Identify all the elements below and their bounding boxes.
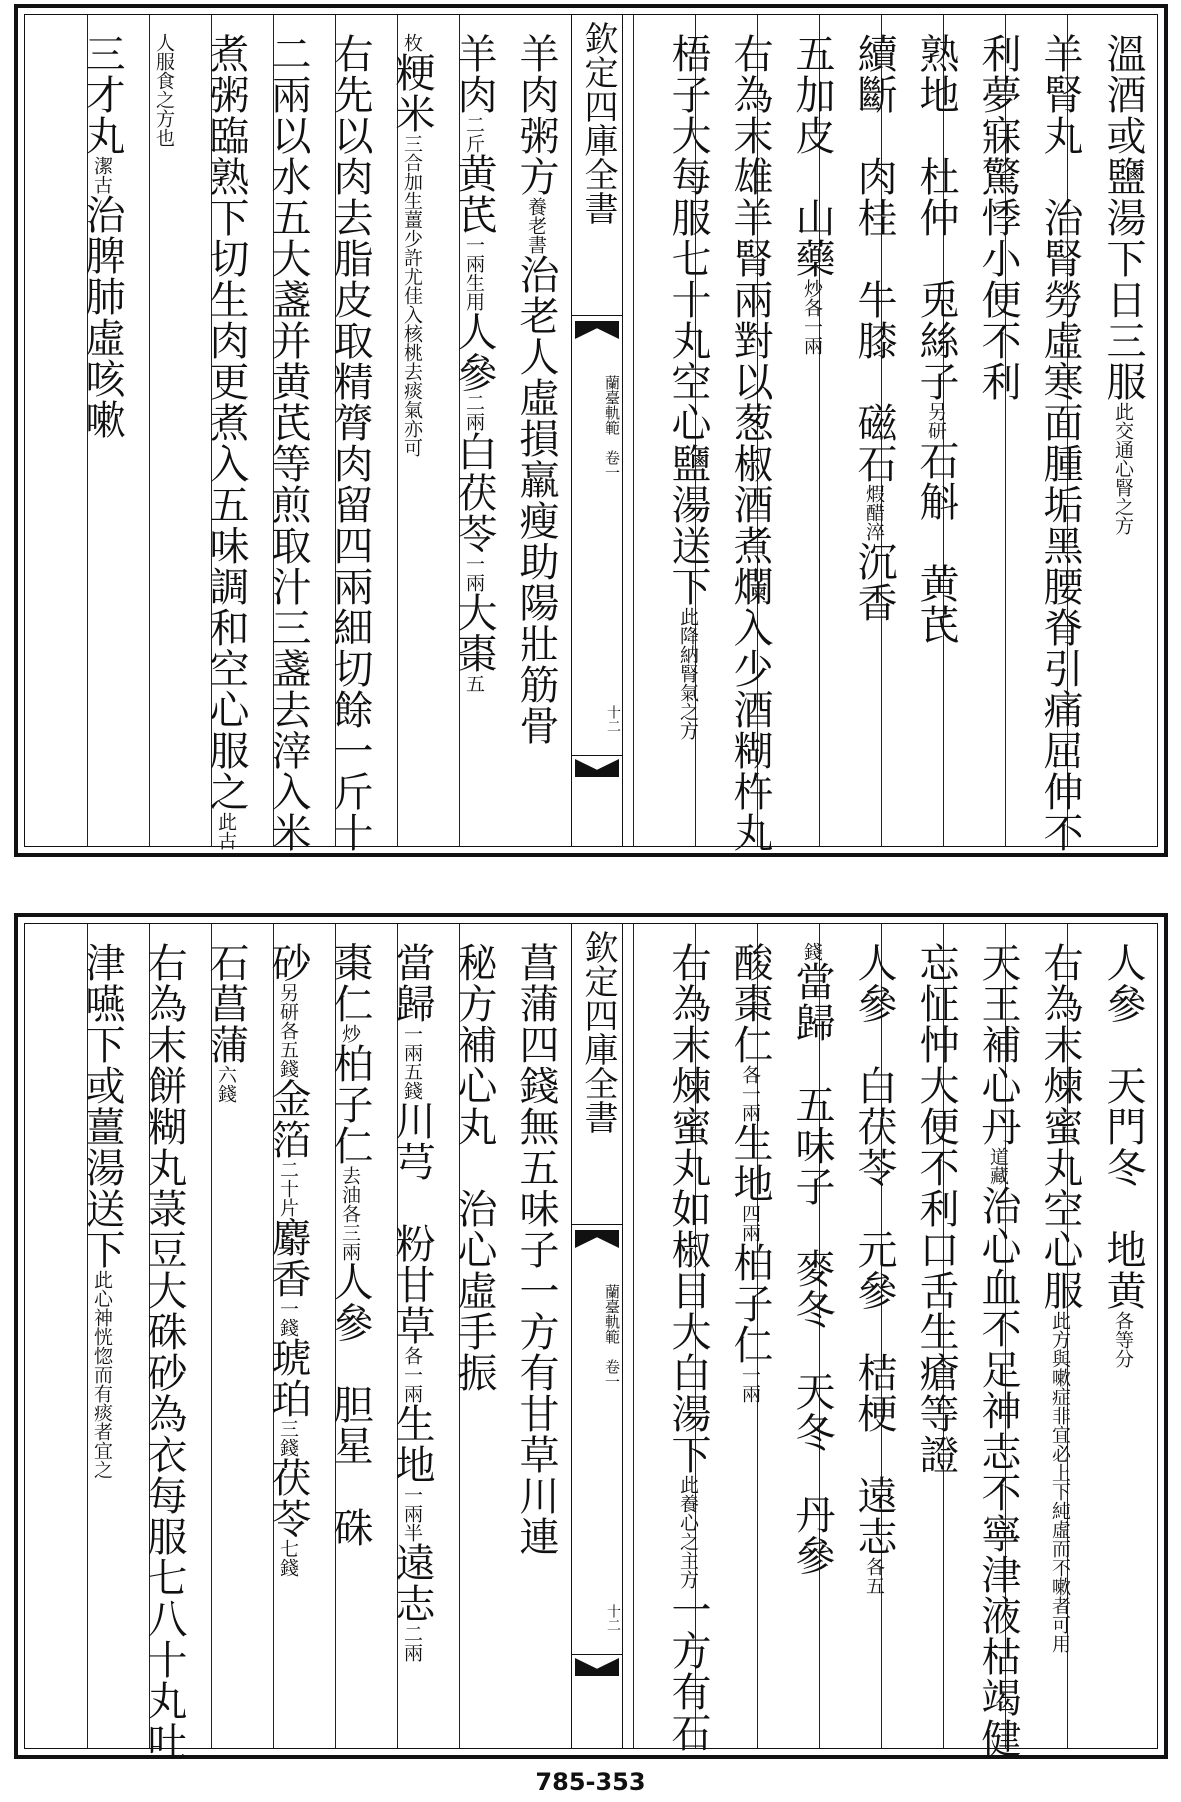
folio-number: 十二 bbox=[605, 1604, 621, 1632]
text-column: 人服食之方也 bbox=[153, 33, 175, 147]
text-column: 棗仁炒柏子仁去油各三兩人參 胆星 硃 bbox=[327, 942, 373, 1548]
book-page-number: 785-353 bbox=[535, 1768, 646, 1796]
column-rule bbox=[633, 924, 634, 1748]
text-column: 津嚥下或薑湯送下此心神恍惚而有痰者宜之 bbox=[79, 942, 125, 1479]
fish-tail-mark bbox=[575, 1658, 619, 1676]
center-fold-strip bbox=[571, 924, 623, 1748]
text-column: 人參 白茯苓 元參 桔梗 遠志各五 bbox=[851, 942, 897, 1595]
bottom-page-frame bbox=[14, 913, 1168, 1762]
text-column: 熟地 杜仲 兎絲子另研石斛 黄芪 bbox=[913, 33, 959, 645]
fold-bar bbox=[572, 1654, 622, 1655]
fold-bar bbox=[572, 1224, 622, 1225]
text-column: 二兩以水五大盞并黄芪等煎取汁三盞去滓入米 bbox=[265, 33, 311, 853]
text-column: 三才丸潔古治脾肺虛咳嗽 bbox=[79, 33, 125, 440]
text-column: 秘方補心丸 治心虛手振 bbox=[451, 942, 497, 1393]
text-column: 菖蒲四錢無五味子一方有甘草川連 bbox=[513, 942, 559, 1557]
text-column: 天王補心丹道藏治心血不足神志不寧津液枯竭健 bbox=[975, 942, 1021, 1759]
text-column: 羊肉二斤黄芪一兩生用人參二兩白茯苓一兩大棗五 bbox=[451, 33, 497, 693]
text-column: 砂另研各五錢金箔二十片麝香一錢琥珀三錢茯苓七錢 bbox=[265, 942, 311, 1577]
book-title: 欽定四庫全書 bbox=[578, 21, 618, 225]
text-column: 當歸一兩五錢川芎 粉甘草各一兩生地一兩半遠志二兩 bbox=[389, 942, 435, 1662]
fish-tail-mark bbox=[575, 759, 619, 777]
text-column: 羊腎丸 治腎勞虛寒面腫垢黑腰脊引痛屈伸不 bbox=[1037, 33, 1083, 853]
volume-label: 蘭臺軌範 卷一 bbox=[603, 1284, 621, 1389]
text-column: 右為末煉蜜丸如椒目大白湯下此養心之主方一方有石 bbox=[665, 942, 711, 1753]
text-column: 溫酒或鹽湯下日三服此交通心腎之方 bbox=[1100, 33, 1146, 535]
volume-label: 蘭臺軌範 卷一 bbox=[603, 375, 621, 480]
text-column: 人參 天門冬 地黄各等分 bbox=[1100, 942, 1146, 1368]
text-column: 梧子大每服七十丸空心鹽湯送下此降納腎氣之方 bbox=[665, 33, 711, 740]
text-column: 續斷 肉桂 牛膝 磁石煆醋淬沉香 bbox=[851, 33, 897, 623]
column-rule bbox=[633, 15, 634, 846]
folio-number: 十二 bbox=[605, 705, 621, 733]
fish-tail-mark bbox=[575, 321, 619, 339]
book-title: 欽定四庫全書 bbox=[578, 930, 618, 1134]
fish-tail-mark bbox=[575, 1230, 619, 1248]
fold-bar bbox=[572, 755, 622, 756]
text-column: 酸棗仁各一兩生地四兩柏子仁一兩 bbox=[727, 942, 773, 1403]
text-column: 錢當歸 五味子 麥冬 天冬 丹參 bbox=[789, 942, 835, 1576]
top-page-frame bbox=[14, 4, 1168, 857]
text-column: 煮粥臨熟下切生肉更煮入五味調和空心服之此古 bbox=[203, 33, 249, 850]
fold-bar bbox=[572, 315, 622, 316]
text-column: 羊肉粥方養老書治老人虛損羸瘦助陽壯筋骨 bbox=[513, 33, 559, 746]
text-column: 右先以肉去脂皮取精膂肉留四兩細切餘一斤十 bbox=[327, 33, 373, 853]
text-column: 利夢寐驚悸小便不利 bbox=[975, 33, 1021, 402]
bottom-page-inner-frame bbox=[24, 923, 1158, 1762]
text-column: 忘怔忡大便不利口舌生瘡等證 bbox=[913, 942, 959, 1475]
text-column: 右為末雄羊腎兩對以葱椒酒煮爛入少酒糊杵丸 bbox=[727, 33, 773, 853]
text-column: 五加皮 山藥炒各一兩 bbox=[789, 33, 835, 355]
text-column: 石菖蒲六錢 bbox=[203, 942, 249, 1103]
center-fold-strip bbox=[571, 15, 623, 846]
text-column: 右為末煉蜜丸空心服此方與嗽症非宜必上下純虛而不嗽者可用 bbox=[1037, 942, 1083, 1653]
text-column: 右為末餅糊丸菉豆大硃砂為衣每服七八十丸吐 bbox=[141, 942, 187, 1762]
top-page-inner-frame bbox=[24, 14, 1158, 853]
text-column: 枚粳米三合加生薑少許尤佳入核桃去痰氣亦可 bbox=[389, 33, 435, 457]
